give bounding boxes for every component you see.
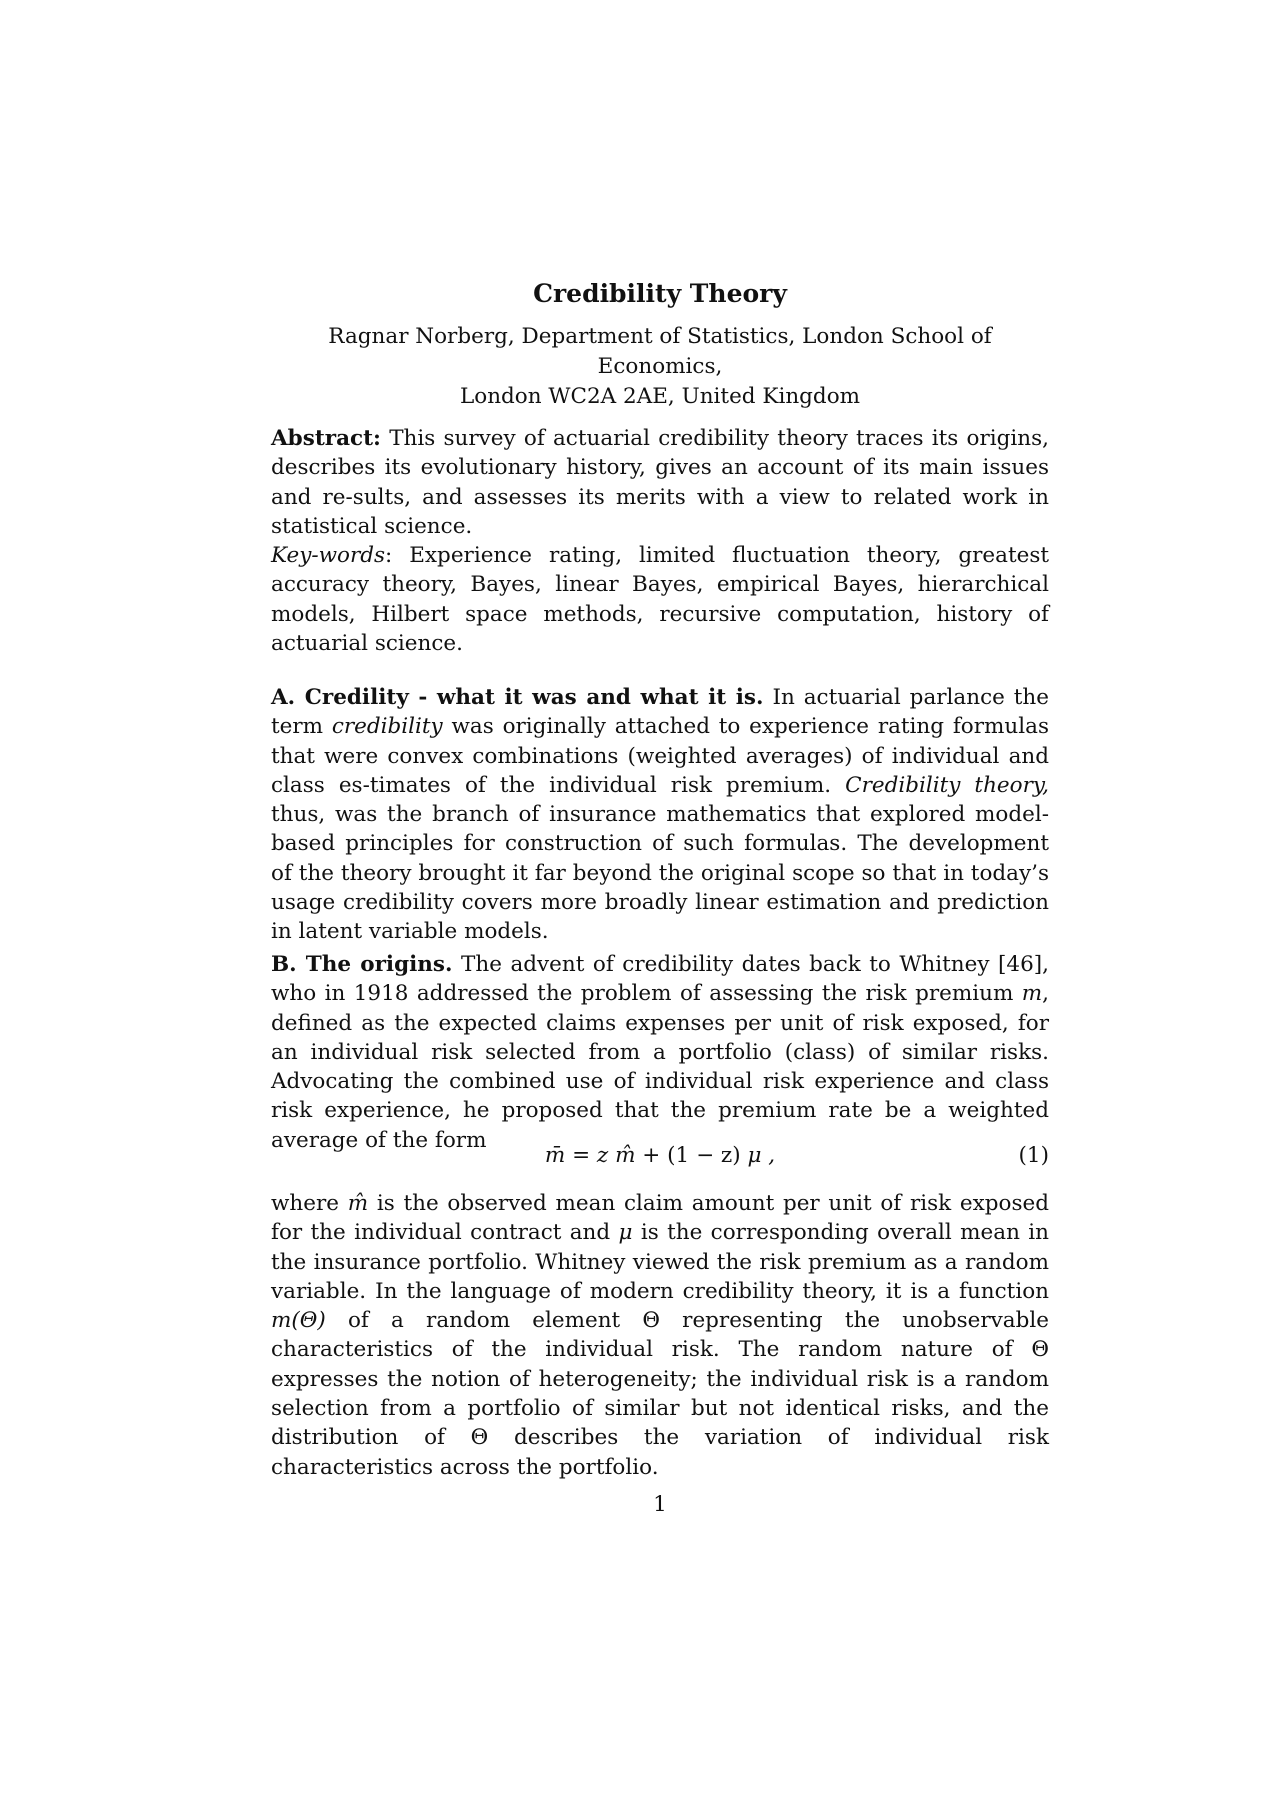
after-eq-m-theta: m(Θ)	[271, 1308, 326, 1334]
equation-lhs: m̄	[544, 1143, 566, 1168]
after-eq-mu: μ	[618, 1220, 633, 1246]
after-eq-text-4: of a random element Θ representing the unobservable characteristics of the individual risk. The random nature of Θ expresses the notion of heterogeneity; the individual risk is a random selection from a portfolio of similar but not identical risks, and the distribution of Θ describes the variation of individual risk characteristics across the portfolio.	[271, 1308, 1049, 1480]
equation-rhs-2: μ ,	[747, 1143, 776, 1168]
after-eq-m-hat: m̂	[347, 1191, 369, 1216]
keywords	[271, 541, 1049, 658]
author-affiliation	[271, 322, 1049, 412]
keywords-text: : Experience rating, limited fluctuation theory, greatest accuracy theory, Bayes, linear Bayes, empirical Bayes, hierarchical models, Hilbert space methods, recursive computation, history of actuarial science.	[271, 543, 1049, 656]
equation-number: (1)	[1018, 1143, 1049, 1168]
section-a-term-credibility: credibility	[331, 714, 443, 740]
after-equation-paragraph	[271, 1189, 1049, 1482]
section-b-var-m: m	[1021, 981, 1043, 1007]
equation-rhs-1: = z m̂ +	[572, 1143, 661, 1168]
author-line-1: Ragnar Norberg, Department of Statistics, London School of Economics,	[328, 324, 992, 379]
paper-title: Credibility Theory	[533, 279, 787, 308]
section-a-term-credibility-theory: Credibility theory,	[845, 772, 1049, 798]
keywords-label: Key-words	[271, 543, 386, 568]
abstract	[271, 424, 1049, 541]
after-eq-text-2: is the observed mean claim amount per unit of risk exposed for the individual contract and	[271, 1191, 1049, 1246]
after-eq-text-3: is the corresponding overall mean in the insurance portfolio. Whitney viewed the risk premium as a random variable. In the language of modern credibility theory, it is a function	[271, 1220, 1049, 1304]
author-line-2: London WC2A 2AE, United Kingdom	[459, 384, 861, 409]
section-b-heading: B. The origins.	[271, 952, 453, 977]
equation-body	[271, 1143, 1049, 1168]
equation-1	[271, 1143, 1049, 1175]
section-b-text-1: The advent of credibility dates back to Whitney [46], who in 1918 addressed the problem of assessing the risk premium	[271, 952, 1049, 1007]
section-b-text-2: , defined as the expected claims expenses per unit of risk exposed, for an individual risk selected from a portfolio (class) of similar risks. Advocating the combined use of individual risk experience and class risk experience, he proposed that the premium rate be a weighted average of the form	[271, 981, 1049, 1153]
section-a-text-2: was originally attached to experience rating formulas that were convex combinations (weighted averages) of individual and class es-timates of the individual risk premium.	[271, 714, 1049, 798]
section-a-text-3: thus, was the branch of insurance mathematics that explored model-based principles for construction of such formulas. The development of the theory brought it far beyond the original scope so that in today’s usage credibility covers more broadly linear estimation and prediction in latent variable models.	[271, 802, 1049, 945]
section-a-heading: A. Credility - what it was and what it is.	[271, 685, 764, 710]
abstract-text: This survey of actuarial credibility theory traces its origins, describes its evolutionary history, gives an account of its main issues and re-sults, and assesses its merits with a view to related work in statistical science.	[271, 426, 1049, 539]
equation-rhs-paren: (1 − z)	[667, 1143, 741, 1168]
section-b	[271, 950, 1049, 1155]
section-a	[271, 683, 1049, 947]
abstract-label: Abstract:	[271, 426, 381, 451]
section-a-text-1: In actuarial parlance the term	[271, 685, 1049, 740]
after-eq-text-1: where	[271, 1191, 339, 1216]
page-number: 1	[653, 1492, 667, 1517]
